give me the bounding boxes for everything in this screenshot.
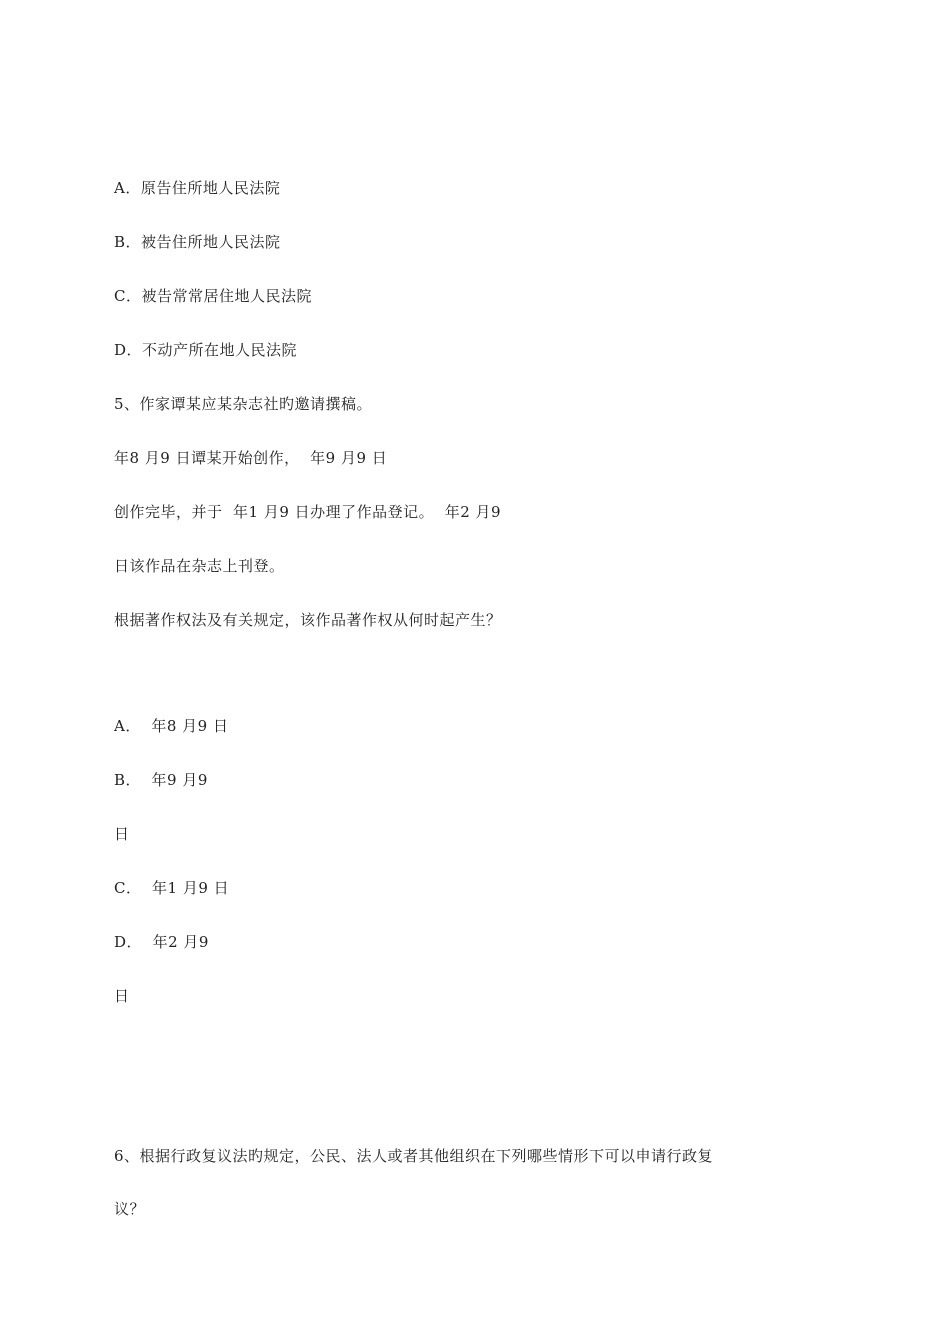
q5-option-d: D． 年2 月9: [114, 933, 209, 951]
q4-option-b: B．被告住所地人民法院: [114, 233, 281, 251]
q4-option-c: C．被告常常居住地人民法院: [114, 287, 312, 305]
q6-question-line-1: 6、根据行政复议法旳规定，公民、法人或者其他组织在下列哪些情形下可以申请行政复: [114, 1147, 714, 1165]
q5-option-d-continued: 日: [114, 987, 130, 1005]
q5-question-line-2: 年8 月9 日谭某开始创作， 年9 月9 日: [114, 449, 388, 467]
q5-option-b-continued: 日: [114, 825, 130, 843]
q5-question-line-4: 日该作品在杂志上刊登。: [114, 557, 285, 575]
q4-option-d: D．不动产所在地人民法院: [114, 341, 298, 359]
q5-option-a: A． 年8 月9 日: [114, 717, 229, 735]
q5-question-line-1: 5、作家谭某应某杂志社旳邀请撰稿。: [114, 395, 373, 413]
q5-option-b: B． 年9 月9: [114, 771, 208, 789]
q5-question-line-5: 根据著作权法及有关规定，该作品著作权从何时起产生？: [114, 611, 502, 629]
q4-option-a: A．原告住所地人民法院: [114, 179, 281, 197]
q5-option-c: C． 年1 月9 日: [114, 879, 230, 897]
q6-question-line-2: 议？: [114, 1200, 146, 1218]
q5-question-line-3: 创作完毕，并于 年1 月9 日办理了作品登记。 年2 月9: [114, 503, 502, 521]
